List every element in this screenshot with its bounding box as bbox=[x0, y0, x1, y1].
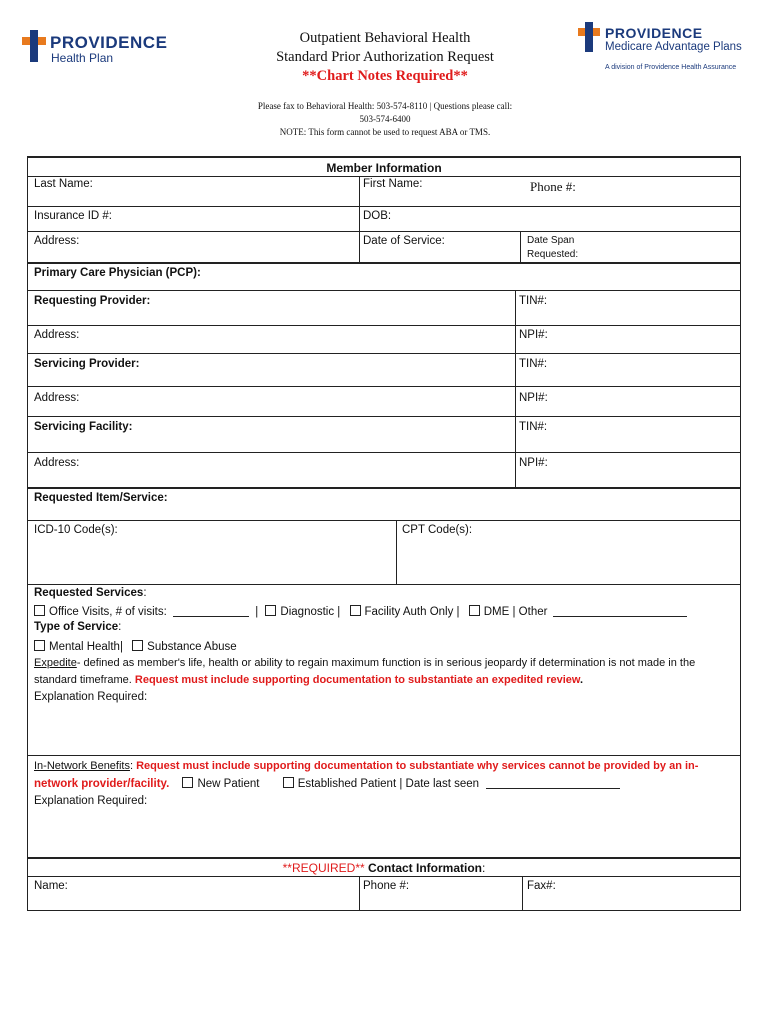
note-line: NOTE: This form cannot be used to request ABA or TMS. bbox=[279, 127, 491, 137]
first-name-field[interactable]: First Name: bbox=[363, 178, 423, 190]
logo-sub: Medicare Advantage Plans bbox=[605, 41, 742, 53]
network-explanation-field[interactable]: Explanation Required: bbox=[34, 795, 148, 807]
last-name-field[interactable]: Last Name: bbox=[34, 178, 93, 190]
contact-info-heading bbox=[0, 861, 768, 875]
logo-division: A division of Providence Health Assurance bbox=[605, 64, 737, 71]
providence-health-plan-logo bbox=[22, 30, 182, 70]
network-line-2 bbox=[34, 777, 620, 790]
mental-health-checkbox[interactable] bbox=[34, 640, 45, 651]
requested-item-label: Requested Item/Service: bbox=[34, 492, 168, 504]
title-line-1: Outpatient Behavioral Health bbox=[299, 30, 471, 46]
contact-fax-field[interactable]: Fax#: bbox=[527, 880, 556, 892]
dob-field[interactable]: DOB: bbox=[363, 210, 392, 222]
providence-medicare-logo bbox=[578, 22, 758, 74]
expedite-period: . bbox=[580, 674, 584, 686]
new-patient-label: New Patient bbox=[197, 778, 260, 790]
type-of-service-colon: : bbox=[118, 621, 122, 633]
phone-line: 503-574-6400 bbox=[359, 114, 411, 124]
contact-title: Contact Information bbox=[364, 861, 482, 875]
title-line-2: Standard Prior Authorization Request bbox=[276, 49, 494, 65]
established-patient-checkbox[interactable] bbox=[283, 777, 294, 788]
expedite-line-1 bbox=[34, 657, 695, 669]
logo-brand: PROVIDENCE bbox=[50, 33, 168, 52]
expedite-explanation-field[interactable]: Explanation Required: bbox=[34, 691, 148, 703]
network-label: In-Network Benefits bbox=[34, 760, 130, 772]
requesting-npi-field[interactable]: NPI#: bbox=[519, 329, 548, 341]
substance-abuse-checkbox[interactable] bbox=[132, 640, 143, 651]
requested-services-colon: : bbox=[143, 587, 147, 599]
expedite-standard: standard timeframe. bbox=[34, 674, 132, 686]
cross-icon bbox=[22, 30, 46, 62]
substance-abuse-label: Substance Abuse bbox=[147, 641, 237, 653]
contact-required-tag: **REQUIRED** bbox=[282, 861, 365, 875]
facility-tin-field[interactable]: TIN#: bbox=[519, 421, 548, 433]
facility-npi-field[interactable]: NPI#: bbox=[519, 457, 548, 469]
requesting-tin-field[interactable]: TIN#: bbox=[519, 295, 548, 307]
network-requirement-2: network provider/facility. bbox=[34, 778, 170, 790]
requesting-address-field[interactable]: Address: bbox=[34, 329, 80, 341]
requested-services-heading bbox=[34, 587, 147, 599]
mental-health-label: Mental Health| bbox=[49, 641, 123, 653]
type-of-service-label: Type of Service bbox=[34, 621, 119, 633]
facility-address-field[interactable]: Address: bbox=[34, 457, 80, 469]
expedite-requirement: Request must include supporting documentation to substantiate an expedited review bbox=[134, 674, 581, 686]
dme-checkbox[interactable] bbox=[469, 605, 480, 616]
type-options bbox=[34, 640, 237, 653]
top-border bbox=[27, 156, 741, 158]
expedite-definition: - defined as member's life, health or ability to regain maximum function is in serious jeopardy if determination is not made in the bbox=[76, 657, 696, 669]
network-requirement-1: Request must include supporting documentation to substantiate why services cannot be provided by an in- bbox=[136, 760, 699, 772]
member-phone-field[interactable]: Phone #: bbox=[530, 179, 576, 194]
cross-icon bbox=[578, 22, 600, 52]
diagnostic-label: Diagnostic | bbox=[280, 606, 341, 618]
diagnostic-checkbox[interactable] bbox=[265, 605, 276, 616]
date-of-service-field[interactable]: Date of Service: bbox=[363, 235, 445, 247]
member-address-field[interactable]: Address: bbox=[34, 235, 80, 247]
expedite-label: Expedite bbox=[34, 657, 77, 669]
established-patient-label: Established Patient | Date last seen bbox=[297, 778, 480, 790]
servicing-provider-field[interactable]: Servicing Provider: bbox=[34, 358, 140, 370]
pcp-field[interactable]: Primary Care Physician (PCP): bbox=[34, 267, 201, 279]
right-border bbox=[740, 157, 741, 911]
insurance-id-field[interactable]: Insurance ID #: bbox=[34, 210, 112, 222]
facility-auth-checkbox[interactable] bbox=[350, 605, 361, 616]
requesting-provider-field[interactable]: Requesting Provider: bbox=[34, 295, 151, 307]
expedite-line-2 bbox=[34, 674, 583, 686]
facility-auth-label: Facility Auth Only | bbox=[364, 606, 460, 618]
fax-line: Please fax to Behavioral Health: 503-574-8110 | Questions please call: bbox=[257, 101, 513, 111]
office-visits-label: Office Visits, # of visits: bbox=[49, 606, 167, 618]
servicing-address-field[interactable]: Address: bbox=[34, 392, 80, 404]
contact-colon: : bbox=[482, 861, 486, 875]
servicing-npi-field[interactable]: NPI#: bbox=[519, 392, 548, 404]
servicing-facility-field[interactable]: Servicing Facility: bbox=[34, 421, 133, 433]
cpt-codes-field[interactable]: CPT Code(s): bbox=[402, 524, 473, 536]
network-line-1 bbox=[34, 760, 698, 772]
form-title bbox=[200, 29, 570, 86]
office-visits-checkbox[interactable] bbox=[34, 605, 45, 616]
separator: | bbox=[255, 606, 259, 618]
left-border bbox=[27, 157, 28, 911]
other-service-input[interactable] bbox=[553, 605, 687, 617]
logo-sub: Health Plan bbox=[51, 51, 114, 65]
new-patient-checkbox[interactable] bbox=[182, 777, 193, 788]
date-span-field[interactable] bbox=[527, 234, 578, 262]
member-info-title: Member Information bbox=[326, 161, 442, 175]
type-of-service-heading bbox=[34, 621, 121, 633]
date-last-seen-input[interactable] bbox=[486, 777, 620, 789]
services-options bbox=[34, 605, 687, 618]
servicing-tin-field[interactable]: TIN#: bbox=[519, 358, 548, 370]
icd10-codes-field[interactable]: ICD-10 Code(s): bbox=[34, 524, 118, 536]
contact-name-field[interactable]: Name: bbox=[34, 880, 68, 892]
date-span-label-1: Date Span bbox=[527, 235, 575, 246]
fax-instructions bbox=[160, 100, 610, 139]
date-span-label-2: Requested: bbox=[527, 249, 579, 260]
network-colon: : bbox=[129, 760, 134, 772]
logo-brand: PROVIDENCE bbox=[605, 25, 703, 41]
visits-count-input[interactable] bbox=[173, 605, 249, 617]
requested-services-label: Requested Services bbox=[34, 587, 144, 599]
contact-phone-field[interactable]: Phone #: bbox=[363, 880, 410, 892]
title-line-3: **Chart Notes Required** bbox=[302, 68, 468, 84]
dme-other-label: DME | Other bbox=[483, 606, 548, 618]
